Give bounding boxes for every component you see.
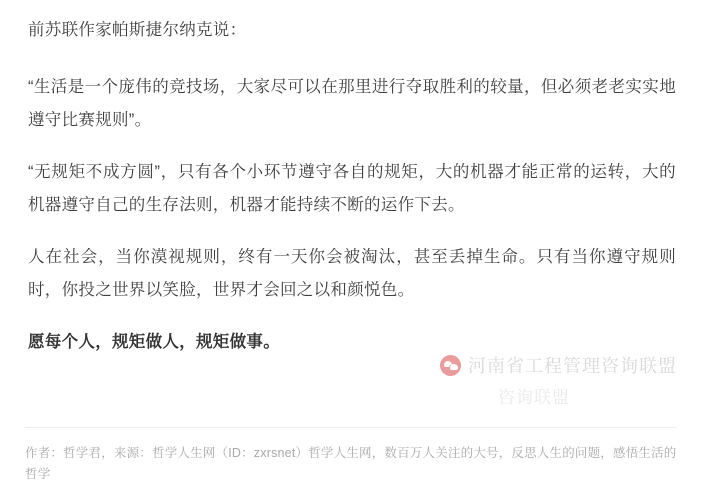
watermark: [440, 352, 677, 378]
paragraph-intro: 前苏联作家帕斯捷尔纳克说：: [28, 21, 247, 39]
footer-source: 作者：哲学君，来源：哲学人生网（ID：zxrsnet）哲学人生网，数百万人关注的大号，反思人生的问题，感悟生活的哲学: [25, 446, 677, 481]
article-body: [28, 14, 676, 359]
watermark-secondary: 咨询联盟: [498, 388, 570, 407]
watermark-label: 河南省工程管理咨询联盟: [468, 356, 677, 376]
footer-divider: [25, 427, 677, 428]
paragraph-society: 人在社会，当你漠视规则，终有一天你会被淘汰，甚至丢掉生命。只有当你遵守规则时，你投之世界以笑脸，世界才会回之以和颜悦色。: [28, 248, 676, 299]
wechat-icon: [440, 355, 461, 376]
paragraph-quote: “生活是一个庞伟的竞技场，大家尽可以在那里进行夺取胜利的较量，但必须老老实实地遵守比赛规则”。: [28, 78, 676, 129]
paragraph-rules: “无规矩不成方圆”，只有各个小环节遵守各自的规矩，大的机器才能正常的运转，大的机器遵守自己的生存法则，机器才能持续不断的运作下去。: [28, 163, 676, 214]
paragraph-closing: 愿每个人，规矩做人，规矩做事。: [28, 333, 280, 351]
